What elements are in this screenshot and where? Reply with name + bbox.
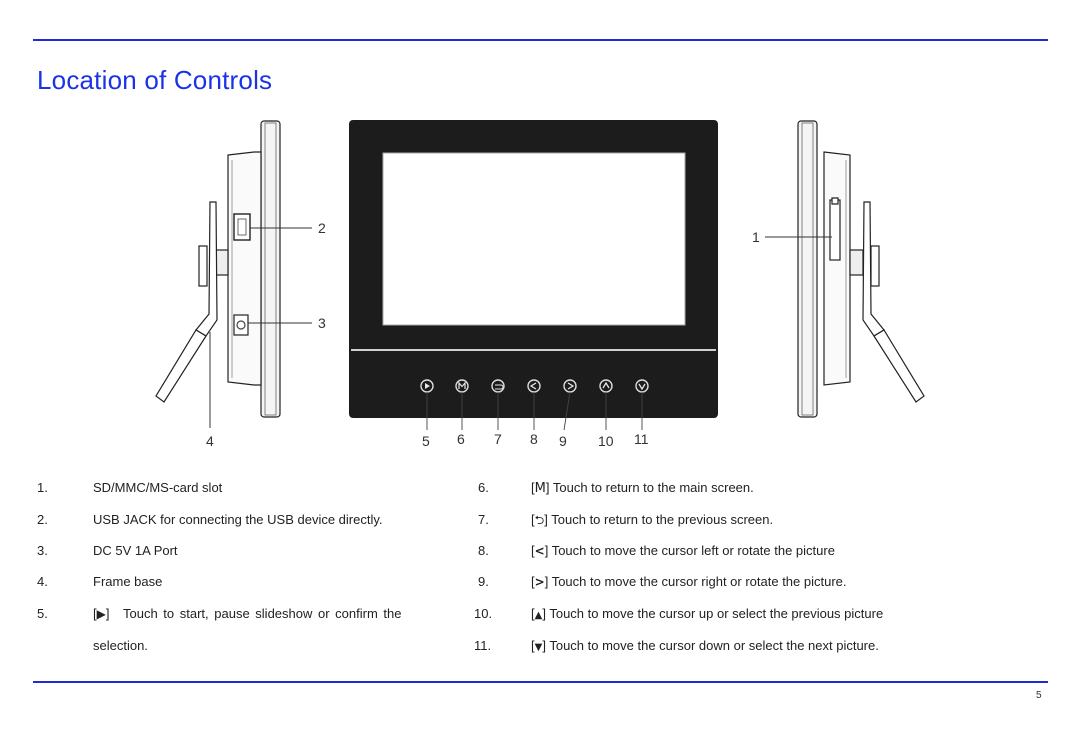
callout-3: 3 <box>318 315 326 331</box>
left-arrow-icon: < <box>534 544 545 558</box>
page-title: Location of Controls <box>37 65 273 95</box>
callout-8: 8 <box>530 431 538 447</box>
bottom-rule <box>33 681 1048 683</box>
menu-m-icon: M <box>534 481 546 496</box>
page-number: 5 <box>1036 690 1042 701</box>
callout-11: 11 <box>634 431 649 447</box>
front-view <box>349 120 718 430</box>
left-side-view <box>156 121 280 428</box>
up-arrow-icon: ▲ <box>534 610 543 621</box>
right-arrow-icon: > <box>534 575 545 589</box>
right-side-view <box>798 121 924 417</box>
callout-7: 7 <box>494 431 502 447</box>
callout-10: 10 <box>598 433 614 449</box>
callout-2: 2 <box>318 220 326 236</box>
callout-6: 6 <box>457 431 465 447</box>
callout-5: 5 <box>422 433 430 449</box>
play-icon: ▶ <box>96 607 106 621</box>
return-icon: ⮌ <box>534 513 545 527</box>
callout-1: 1 <box>752 229 760 245</box>
down-arrow-icon: ▼ <box>534 642 543 653</box>
callout-4: 4 <box>206 433 214 449</box>
callout-9: 9 <box>559 433 567 449</box>
